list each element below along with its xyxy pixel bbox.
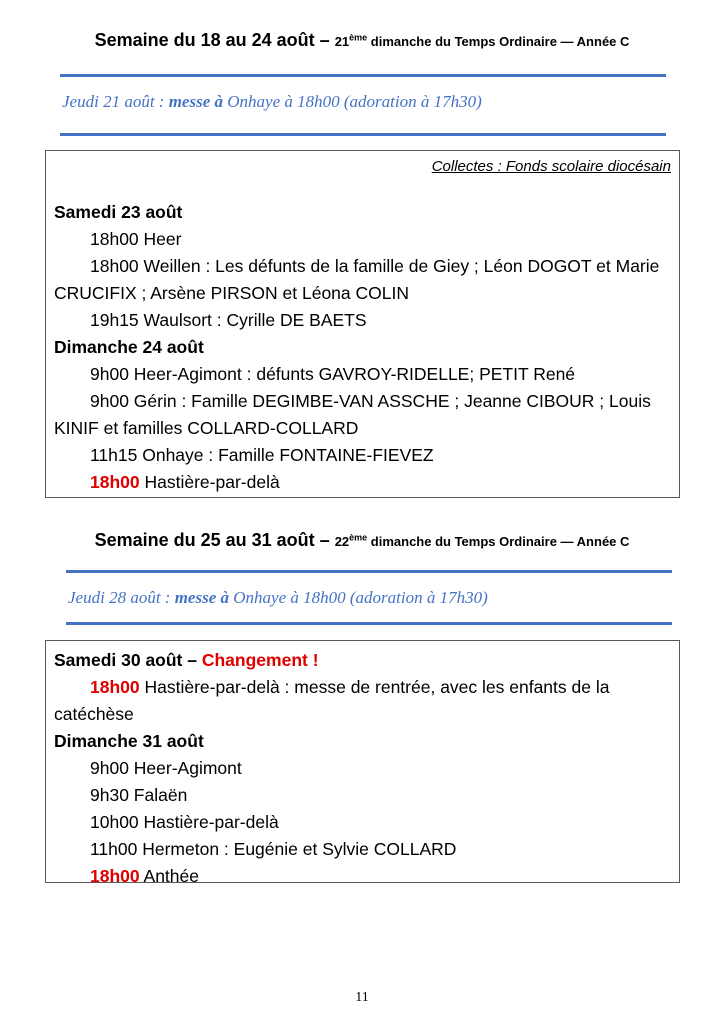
mass-entry: 9h00 Heer-Agimont	[90, 758, 242, 778]
mass-entry: 9h00 Gérin : Famille DEGIMBE-VAN ASSCHE ; Jeanne CIBOUR ; Louis KINIF et familles COLLARD-COLLARD	[54, 391, 651, 438]
mass-entry: 9h30 Falaën	[90, 785, 188, 805]
week1-schedule-box	[45, 150, 680, 498]
mass-entry: 10h00 Hastière-par-delà	[90, 812, 279, 832]
page-number: 11	[355, 990, 369, 1005]
mass-entry: 11h15 Onhaye : Famille FONTAINE-FIEVEZ	[90, 445, 434, 465]
mass-entry: 18h00 Anthée	[90, 866, 199, 886]
saturday-heading: Samedi 23 août	[54, 202, 183, 222]
divider-bottom-2	[66, 622, 672, 625]
mass-entry: 11h00 Hermeton : Eugénie et Sylvie COLLARD	[90, 839, 457, 859]
divider-top-2	[66, 570, 672, 573]
week2-thursday-mass: Jeudi 28 août : messe à Onhaye à 18h00 (adoration à 17h30)	[68, 588, 488, 607]
sunday-heading: Dimanche 31 août	[54, 731, 204, 751]
mass-entry: 18h00 Heer	[90, 229, 182, 249]
collectes-note: Collectes : Fonds scolaire diocésain	[431, 158, 671, 175]
week2-schedule-box	[45, 640, 680, 886]
mass-entry: 9h00 Heer-Agimont : défunts GAVROY-RIDELLE; PETIT René	[90, 364, 576, 384]
divider-bottom-1	[60, 133, 666, 136]
mass-entry: 18h00 Hastière-par-delà : messe de rentrée, avec les enfants de la catéchèse	[54, 677, 610, 724]
mass-entry: 19h15 Waulsort : Cyrille DE BAETS	[90, 310, 367, 330]
week1-title: Semaine du 18 au 24 août – 21ème dimanche du Temps Ordinaire — Année C	[94, 30, 630, 50]
divider-top-1	[60, 74, 666, 77]
week1-thursday-mass: Jeudi 21 août : messe à Onhaye à 18h00 (adoration à 17h30)	[62, 92, 482, 111]
saturday-heading: Samedi 30 août – Changement !	[54, 650, 319, 670]
mass-entry: 18h00 Hastière-par-delà	[90, 472, 280, 492]
week2-title: Semaine du 25 au 31 août – 22ème dimanche du Temps Ordinaire — Année C	[94, 530, 630, 550]
sunday-heading: Dimanche 24 août	[54, 337, 204, 357]
mass-entry: 18h00 Weillen : Les défunts de la famille de Giey ; Léon DOGOT et Marie CRUCIFIX ; Arsène PIRSON et Léona COLIN	[54, 256, 660, 303]
